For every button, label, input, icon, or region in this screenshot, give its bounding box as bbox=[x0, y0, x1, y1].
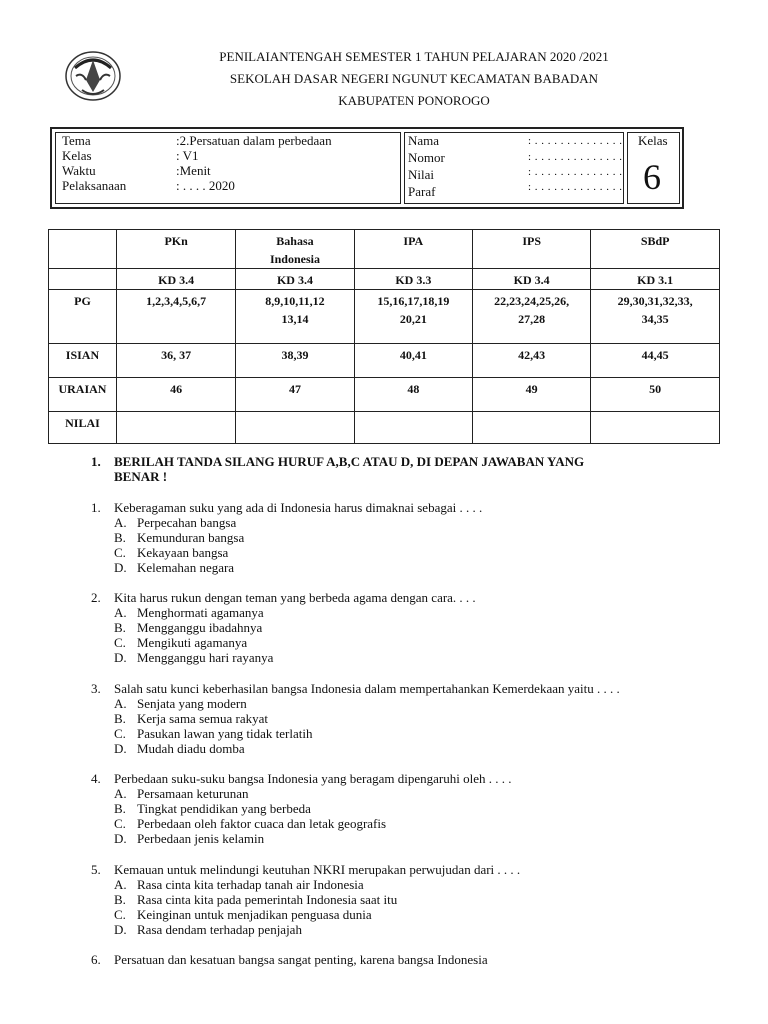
question-number: 2. bbox=[91, 590, 101, 605]
kd-cell: KD 3.3 bbox=[354, 269, 472, 290]
row-label: NILAI bbox=[49, 412, 117, 444]
paraf-fill-line[interactable]: : . . . . . . . . . . . . . . bbox=[528, 181, 623, 193]
option-letter[interactable]: D. bbox=[114, 650, 127, 665]
option-text[interactable]: Senjata yang modern bbox=[137, 696, 247, 711]
table-cell: 40,41 bbox=[354, 344, 472, 378]
section-instruction-cont: BENAR ! bbox=[114, 469, 168, 484]
question-number: 5. bbox=[91, 862, 101, 877]
option-letter[interactable]: C. bbox=[114, 816, 126, 831]
score-cell[interactable] bbox=[236, 412, 354, 444]
kd-cell: KD 3.1 bbox=[591, 269, 720, 290]
option-text[interactable]: Mengganggu ibadahnya bbox=[137, 620, 263, 635]
option-text[interactable]: Rasa cinta kita terhadap tanah air Indonesia bbox=[137, 877, 364, 892]
question-text: Kemauan untuk melindungi keutuhan NKRI merupakan perwujudan dari . . . . bbox=[114, 862, 521, 877]
score-cell[interactable] bbox=[116, 412, 235, 444]
section-instruction: BERILAH TANDA SILANG HURUF A,B,C ATAU D, DI DEPAN JAWABAN YANG bbox=[114, 454, 585, 469]
option-text[interactable]: Kekayaan bangsa bbox=[137, 545, 229, 560]
option-text[interactable]: Tingkat pendidikan yang berbeda bbox=[137, 801, 311, 816]
option-letter[interactable]: B. bbox=[114, 892, 126, 907]
table-cell: 48 bbox=[354, 378, 472, 412]
option-text[interactable]: Menghormati agamanya bbox=[137, 605, 264, 620]
option-letter[interactable]: D. bbox=[114, 922, 127, 937]
question-number: 1. bbox=[91, 500, 101, 515]
table-row bbox=[49, 378, 720, 412]
kd-cell: KD 3.4 bbox=[236, 269, 354, 290]
option-text[interactable]: Kelemahan negara bbox=[137, 560, 235, 575]
table-cell: 50 bbox=[591, 378, 720, 412]
section-number: 1. bbox=[91, 454, 101, 469]
kd-distribution-table bbox=[48, 229, 720, 444]
option-letter[interactable]: B. bbox=[114, 711, 126, 726]
option-text[interactable]: Kerja sama semua rakyat bbox=[137, 711, 269, 726]
table-cell: 38,39 bbox=[236, 344, 354, 378]
info-value-kelas: : V1 bbox=[176, 148, 199, 163]
subject-cell: IPS bbox=[472, 230, 590, 269]
table-cell: 46 bbox=[116, 378, 235, 412]
question-text: Perbedaan suku-suku bangsa Indonesia yang beragam dipengaruhi oleh . . . . bbox=[114, 771, 512, 786]
info-label: Tema bbox=[62, 133, 91, 148]
identity-label-nomor: Nomor bbox=[408, 150, 445, 165]
exam-info-box bbox=[50, 127, 684, 209]
option-letter[interactable]: A. bbox=[114, 786, 127, 801]
empty-corner-cell bbox=[49, 230, 117, 269]
option-letter[interactable]: A. bbox=[114, 605, 127, 620]
subject-cell: PKn bbox=[116, 230, 235, 269]
table-cell: 36, 37 bbox=[116, 344, 235, 378]
option-text[interactable]: Rasa cinta kita pada pemerintah Indonesia saat itu bbox=[137, 892, 398, 907]
exam-title: PENILAIANTENGAH SEMESTER 1 TAHUN PELAJARAN 2020 /2021 bbox=[219, 49, 609, 64]
table-cell: 29,30,31,32,33, 34,35 bbox=[591, 290, 720, 344]
option-text[interactable]: Keinginan untuk menjadikan penguasa dunia bbox=[137, 907, 372, 922]
option-text[interactable]: Perpecahan bangsa bbox=[137, 515, 237, 530]
score-cell[interactable] bbox=[472, 412, 590, 444]
option-text[interactable]: Kemunduran bangsa bbox=[137, 530, 245, 545]
score-cell[interactable] bbox=[591, 412, 720, 444]
school-name: SEKOLAH DASAR NEGERI NGUNUT KECAMATAN BABADAN bbox=[229, 71, 599, 86]
table-cell: 47 bbox=[236, 378, 354, 412]
option-letter[interactable]: C. bbox=[114, 545, 126, 560]
table-cell: 49 bbox=[472, 378, 590, 412]
option-text[interactable]: Persamaan keturunan bbox=[137, 786, 249, 801]
kd-cell: KD 3.4 bbox=[472, 269, 590, 290]
option-letter[interactable]: D. bbox=[114, 741, 127, 756]
subject-cell: IPA bbox=[354, 230, 472, 269]
question-number: 4. bbox=[91, 771, 101, 786]
info-value-tema: :2.Persatuan dalam perbedaan bbox=[176, 133, 332, 148]
option-text[interactable]: Mengganggu hari rayanya bbox=[137, 650, 274, 665]
option-letter[interactable]: D. bbox=[114, 831, 127, 846]
option-text[interactable]: Pasukan lawan yang tidak terlatih bbox=[137, 726, 313, 741]
info-value-waktu: :Menit bbox=[176, 163, 211, 178]
subject-header-row bbox=[49, 230, 720, 269]
subject-cell: Bahasa Indonesia bbox=[236, 230, 354, 269]
info-value-pelaksanaan: : . . . . 2020 bbox=[176, 178, 235, 193]
option-letter[interactable]: A. bbox=[114, 696, 127, 711]
regency-name: KABUPATEN PONOROGO bbox=[338, 93, 490, 108]
table-cell: 22,23,24,25,26, 27,28 bbox=[472, 290, 590, 344]
option-letter[interactable]: B. bbox=[114, 530, 126, 545]
question-number: 6. bbox=[91, 952, 101, 967]
table-cell: 8,9,10,11,12 13,14 bbox=[236, 290, 354, 344]
kd-row bbox=[49, 269, 720, 290]
table-row bbox=[49, 344, 720, 378]
info-label: Kelas bbox=[62, 148, 92, 163]
option-letter[interactable]: A. bbox=[114, 877, 127, 892]
info-label: Waktu bbox=[62, 163, 96, 178]
question-number: 3. bbox=[91, 681, 101, 696]
kelas-label: Kelas bbox=[638, 133, 668, 148]
option-letter[interactable]: B. bbox=[114, 801, 126, 816]
question-text: Keberagaman suku yang ada di Indonesia harus dimaknai sebagai . . . . bbox=[114, 500, 483, 515]
identity-label-nilai: Nilai bbox=[408, 167, 434, 182]
nomor-fill-line[interactable]: : . . . . . . . . . . . . . . bbox=[528, 151, 623, 163]
table-cell: 44,45 bbox=[591, 344, 720, 378]
score-cell[interactable] bbox=[354, 412, 472, 444]
row-label: URAIAN bbox=[49, 378, 117, 412]
option-text[interactable]: Rasa dendam terhadap penjajah bbox=[137, 922, 302, 937]
table-cell: 1,2,3,4,5,6,7 bbox=[116, 290, 235, 344]
option-letter[interactable]: C. bbox=[114, 726, 126, 741]
kd-cell: KD 3.4 bbox=[116, 269, 235, 290]
kelas-number: 6 bbox=[643, 157, 661, 197]
question-text: Salah satu kunci keberhasilan bangsa Indonesia dalam mempertahankan Kemerdekaan yaitu . . . . bbox=[114, 681, 620, 696]
nilai-fill-line[interactable]: : . . . . . . . . . . . . . . bbox=[528, 166, 623, 178]
option-text[interactable]: Mengikuti agamanya bbox=[137, 635, 248, 650]
subject-cell: SBdP bbox=[591, 230, 720, 269]
table-row bbox=[49, 412, 720, 444]
question-text: Kita harus rukun dengan teman yang berbeda agama dengan cara. . . . bbox=[114, 590, 476, 605]
identity-label-nama: Nama bbox=[408, 133, 440, 148]
option-letter[interactable]: D. bbox=[114, 560, 127, 575]
table-row bbox=[49, 290, 720, 344]
option-letter[interactable]: C. bbox=[114, 635, 126, 650]
table-cell: 42,43 bbox=[472, 344, 590, 378]
nama-fill-line[interactable]: : . . . . . . . . . . . . . . bbox=[528, 135, 623, 147]
option-text[interactable]: Perbedaan jenis kelamin bbox=[137, 831, 265, 846]
row-label: PG bbox=[49, 290, 117, 344]
option-letter[interactable]: B. bbox=[114, 620, 126, 635]
question-text: Persatuan dan kesatuan bangsa sangat penting, karena bangsa Indonesia bbox=[114, 952, 488, 967]
identity-label-paraf: Paraf bbox=[408, 184, 436, 199]
option-text[interactable]: Mudah diadu domba bbox=[137, 741, 245, 756]
table-cell: 15,16,17,18,19 20,21 bbox=[354, 290, 472, 344]
option-text[interactable]: Perbedaan oleh faktor cuaca dan letak geografis bbox=[137, 816, 387, 831]
info-label: Pelaksanaan bbox=[62, 178, 127, 193]
option-letter[interactable]: A. bbox=[114, 515, 127, 530]
row-label: ISIAN bbox=[49, 344, 117, 378]
option-letter[interactable]: C. bbox=[114, 907, 126, 922]
